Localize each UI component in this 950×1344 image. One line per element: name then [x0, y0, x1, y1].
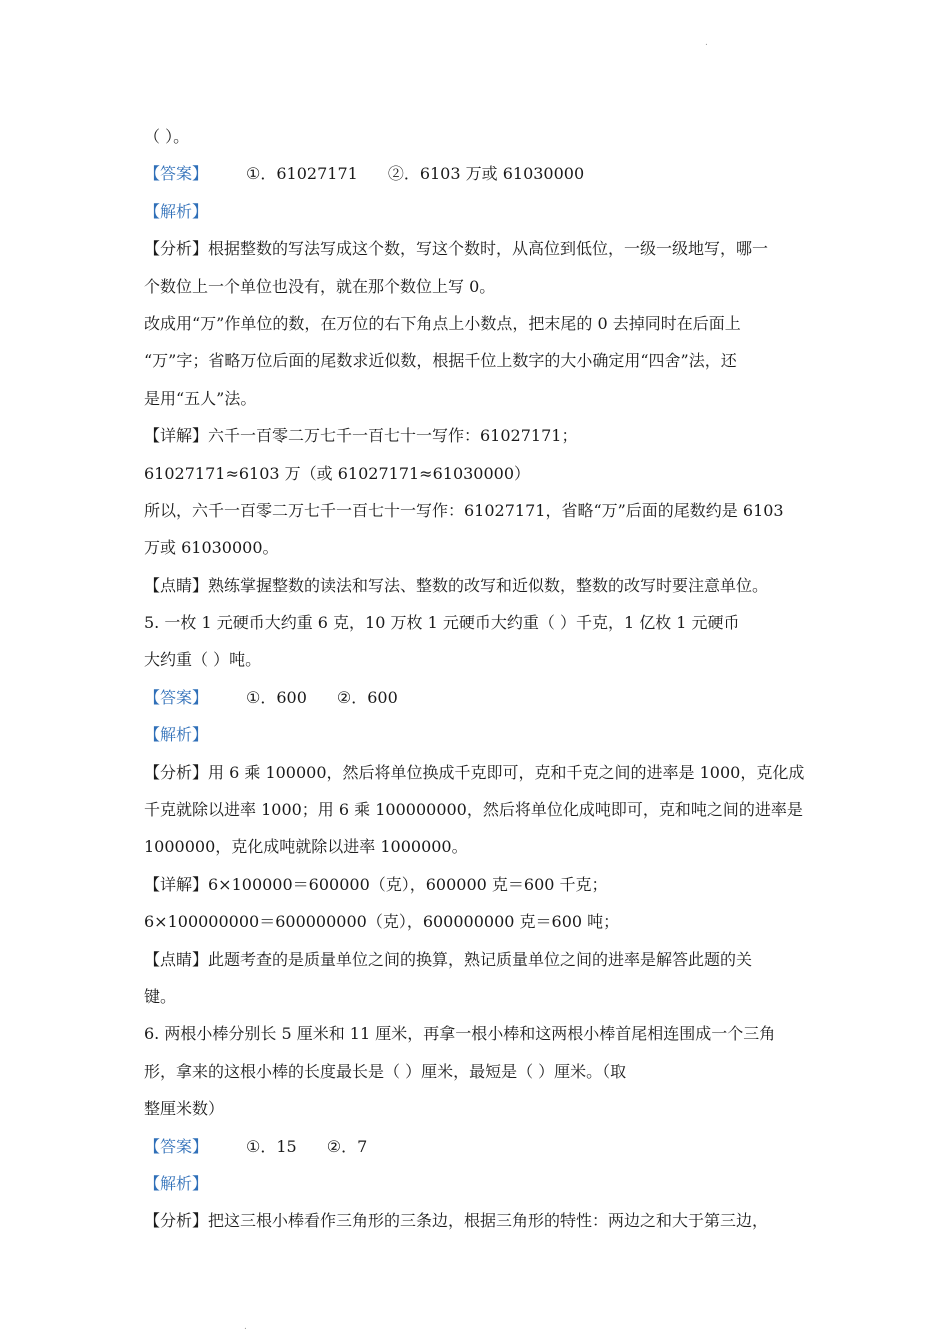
page-mark-bottom: . — [244, 1322, 247, 1332]
text-line: 所以，六千一百零二万七千一百七十一写作：61027171，省略“万”后面的尾数约是 6103 — [144, 500, 784, 520]
section-tag: 【答案】 — [144, 164, 209, 184]
section-tag: 【解析】 — [144, 725, 209, 745]
answer-1: ①．15 — [246, 1136, 297, 1156]
answer-1: ①．61027171 — [246, 164, 358, 184]
text-line: “万”字；省略万位后面的尾数求近似数，根据千位上数字的大小确定用“四舍”法，还 — [144, 351, 737, 371]
text-line: 61027171≈6103 万（或 61027171≈61030000） — [144, 463, 531, 483]
text-line: 5. 一枚 1 元硬币大约重 6 克，10 万枚 1 元硬币大约重（ ）千克，1 亿枚 1 元硬币 — [144, 613, 740, 633]
text-line: 改成用“万”作单位的数，在万位的右下角点上小数点，把末尾的 0 去掉同时在后面上 — [144, 313, 741, 333]
text-line: 【详解】6×100000＝600000（克），600000 克＝600 千克； — [144, 874, 608, 894]
text-line: 6. 两根小棒分别长 5 厘米和 11 厘米，再拿一根小棒和这两根小棒首尾相连围成一个三角 — [144, 1024, 776, 1044]
text-line: 键。 — [144, 986, 177, 1006]
text-line: （ ）。 — [144, 127, 190, 146]
text-line: 个数位上一个单位也没有，就在那个数位上写 0。 — [144, 276, 496, 296]
analysis-heading — [144, 1165, 814, 1202]
answer-1: ①．600 — [246, 687, 307, 707]
analysis-heading — [144, 193, 814, 230]
section-tag: 【答案】 — [144, 687, 209, 707]
answer-line — [144, 155, 814, 192]
answer-2: ②．600 — [336, 687, 398, 707]
text-line: 整厘米数） — [144, 1099, 225, 1119]
text-line: 【详解】六千一百零二万七千一百七十一写作：61027171； — [144, 426, 578, 446]
answer-line — [144, 679, 814, 716]
answer-2: ②．7 — [326, 1136, 368, 1156]
text-line: 【分析】根据整数的写法写成这个数，写这个数时，从高位到低位，一级一级地写，哪一 — [144, 239, 769, 259]
text-line: 形，拿来的这根小棒的长度最长是（ ）厘米，最短是（ ）厘米。（取 — [144, 1061, 627, 1081]
text-line: 【点睛】此题考查的是质量单位之间的换算，熟记质量单位之间的进率是解答此题的关 — [144, 949, 753, 969]
answer-line — [144, 1128, 814, 1165]
answer-2: ②．6103 万或 61030000 — [387, 164, 585, 184]
text-line: 千克就除以进率 1000；用 6 乘 100000000，然后将单位化成吨即可，克和吨之间的进率是 — [144, 800, 803, 820]
text-line: 【分析】用 6 乘 100000，然后将单位换成千克即可，克和千克之间的进率是 1000，克化成 — [144, 762, 805, 782]
document-body — [144, 118, 814, 1240]
section-tag: 【解析】 — [144, 1173, 209, 1193]
section-tag: 【答案】 — [144, 1136, 209, 1156]
text-line: 是用“五人”法。 — [144, 388, 257, 408]
text-line: 【点睛】熟练掌握整数的读法和写法、整数的改写和近似数，整数的改写时要注意单位。 — [144, 575, 769, 595]
text-line: 1000000，克化成吨就除以进率 1000000。 — [144, 837, 468, 857]
text-line: 万或 61030000。 — [144, 538, 279, 558]
analysis-heading — [144, 716, 814, 753]
text-line: 【分析】把这三根小棒看作三角形的三条边，根据三角形的特性：两边之和大于第三边， — [144, 1211, 769, 1231]
text-line: 大约重（ ）吨。 — [144, 650, 262, 670]
page-mark-top: . — [705, 38, 708, 48]
text-line: 6×100000000＝600000000（克），600000000 克＝600 吨； — [144, 912, 620, 932]
section-tag: 【解析】 — [144, 201, 209, 221]
